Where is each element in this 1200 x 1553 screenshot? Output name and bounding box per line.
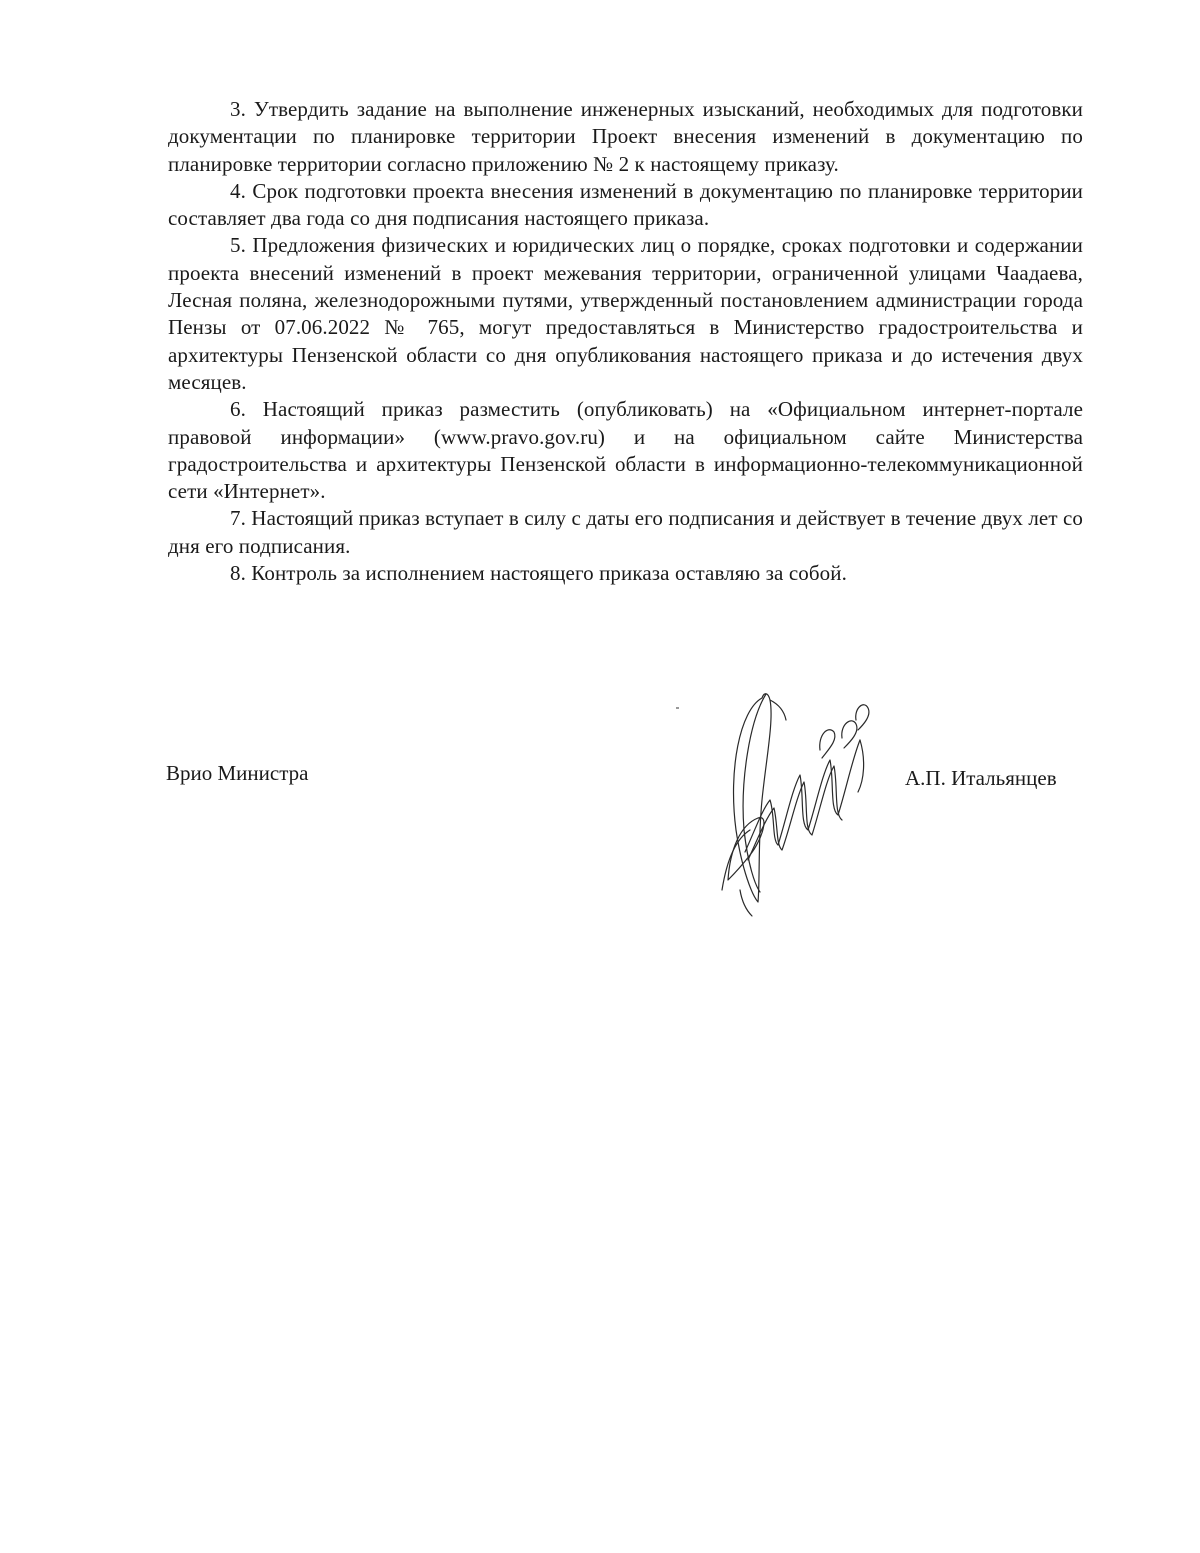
paragraph-item-5: 5. Предложения физических и юридических лиц о порядке, сроках подготовки и содержании проекта внесений изменений в проект межевания территории, ограниченной улицами Чаадаева, Лесная поляна, железнодорожными путями, утвержденный постановлением администрации города Пензы от 07.06.2022 № 765, могут предоставляться в Министерство градостроительства и архитектуры Пензенской области со дня опубликования настоящего приказа и до истечения двух месяцев. <box>168 233 1083 394</box>
paragraph-item-7: 7. Настоящий приказ вступает в силу с даты его подписания и действует в течение двух лет со дня его подписания. <box>168 506 1083 558</box>
paragraph-item-6: 6. Настоящий приказ разместить (опубликовать) на «Официальном интернет-портале правовой информации» (www.pravo.gov.ru) и на официальном сайте Министерства градостроительства и архитектуры Пензенской области в информационно-телекоммуникационной сети «Интернет». <box>168 397 1083 504</box>
scan-speck <box>676 707 679 709</box>
paragraph-item-3: 3. Утвердить задание на выполнение инженерных изысканий, необходимых для подготовки документации по планировке территории Проект внесения изменений в документацию по планировке территории согласно приложению № 2 к настоящему приказу. <box>168 97 1083 176</box>
document-body <box>168 96 1083 587</box>
paragraph-item-8: 8. Контроль за исполнением настоящего приказа оставляю за собой. <box>230 561 847 586</box>
signatory-title: Врио Министра <box>166 761 309 785</box>
handwritten-signature <box>700 680 890 920</box>
paragraph-item-4: 4. Срок подготовки проекта внесения изменений в документацию по планировке территории составляет два года со дня подписания настоящего приказа. <box>168 178 1083 231</box>
signatory-name: А.П. Итальянцев <box>905 766 1057 790</box>
